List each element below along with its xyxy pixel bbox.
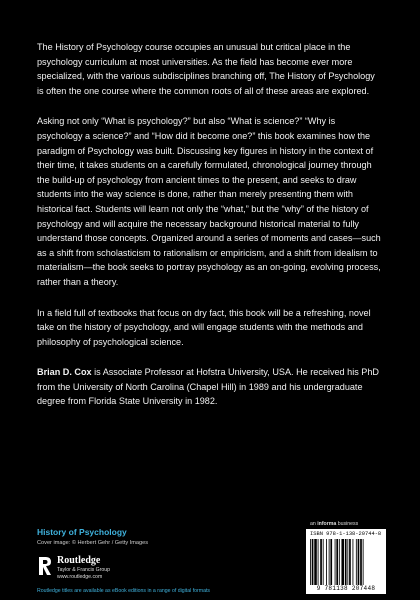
author-bio-text: is Associate Professor at Hofstra University, USA. He received his PhD from the University of North Carolina (Chapel Hill) in 1989 and his undergraduate degree from Florida State University in 1982. (37, 367, 379, 407)
informa-business-label: an informa business (310, 521, 359, 527)
publisher-logo (37, 555, 157, 581)
subject-label: History of Psychology (37, 527, 127, 537)
barcode-digits: 9 781138 207448 (316, 585, 376, 592)
ebook-note: Routledge titles are available as eBook editions in a range of digital formats (37, 588, 211, 594)
cover-credit: Cover image: © Herbert Gehr / Getty Images (37, 540, 149, 546)
description-paragraph-1: The History of Psychology course occupies an unusual but critical place in the psychology curriculum at most universities. As the field has become ever more specialized, with the various subdisciplines branching off, The History of Psychology is often the one course where the common roots of all of these areas are explored. (37, 42, 375, 96)
back-cover-text (37, 40, 383, 425)
author-name: Brian D. Cox (37, 367, 92, 378)
publisher-url: www.routledge.com (57, 574, 103, 580)
barcode-panel (306, 529, 386, 594)
publisher-name: Routledge (57, 555, 101, 566)
description-paragraph-2: Asking not only “What is psychology?” but also “What is science?” “Why is psychology a science?” and “How did it become one?” this book examines how the paradigm of Psychology was built. Discussing key figures in history in the context of their time, it takes students on a carefully formulated, chronological journey through the build-up of psychology from ancient times to the present, and seeks to draw students into the way science is done, rather than merely presenting them with historical fact. Students will learn not only the “what,” but the “why” of the history of psychology and will acquire the necessary background historical material to fully understand those concepts. Organized around a series of moments and cases—such as a shift from scholasticism to rationalism or empiricism, and a shift from idealism to materialism—the book seeks to portray psychology as an on-going, evolving process, rather than a theory. (37, 116, 381, 287)
isbn-text: ISBN 978-1-138-20744-8 (310, 531, 382, 537)
routledge-logo-icon (37, 556, 53, 576)
author-bio (37, 365, 383, 409)
publisher-group: Taylor & Francis Group (57, 567, 111, 573)
description-paragraph-3: In a field full of textbooks that focus on dry fact, this book will be a refreshing, novel take on the history of psychology, and will engage students with the methods and philosophy of psychological science. (37, 307, 371, 347)
barcode-icon (310, 539, 382, 585)
